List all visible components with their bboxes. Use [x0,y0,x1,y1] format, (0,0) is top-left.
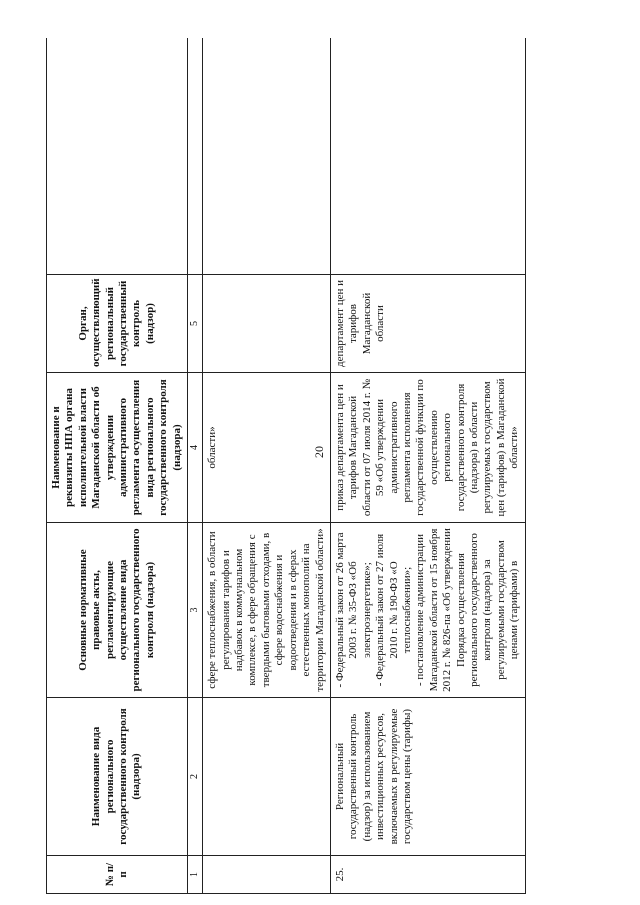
table-wrapper [46,38,626,894]
legal-act-item: - постановление администрации Магаданской области от 15 ноября 2012 г. № 826-па «Об утверждении Порядка осуществления регионального государственного контроля (надзора) за регулируемыми государством ценами (тарифами) в [414,528,521,692]
table-row-25 [330,38,525,894]
regulatory-table [46,38,526,894]
column-number-5: 5 [188,275,203,373]
row-control-type: Региональный государственный контроль (надзор) за использованием инвестиционных ресурсов, включаемых в регулируемые государством цены (тарифы) [330,698,525,856]
row-blank [330,38,525,275]
cont-col1 [203,856,331,894]
cont-blank [203,38,331,275]
cont-authority [203,275,331,373]
column-number-2: 2 [188,698,203,856]
legal-act-item: - Федеральный закон от 27 июля 2010 г. № 190-ФЗ «О теплоснабжении»; [374,533,413,687]
legal-act-item: - Федеральный закон от 26 марта 2003 г. № 35-ФЗ «Об электроэнергетике»; [333,532,373,688]
row-number: 25. [330,856,525,894]
header-regulation: Наименование и реквизиты НПА органа исполнительной власти Магаданской области об утверждении административного регламента осуществления вида регионального государственного контроля (надзора) [47,373,188,523]
column-number-row [188,38,203,894]
page-number: 20 [311,446,326,458]
row-legal-acts [330,523,525,698]
header-row [47,38,188,894]
rotated-table-container [46,38,626,894]
column-number-4: 4 [188,373,203,523]
row-authority: департамент цен и тарифов Магаданской области [330,275,525,373]
cont-legal-acts: сфере теплоснабжения, в области регулирования тарифов и надбавок в коммунальном комплексе, в сфере обращения с твердыми бытовыми отходами, в сфере водоснабжения и водоотведения и в сферах естественных монополий на территории Магаданской области» [203,523,331,698]
header-number: № п/п [47,856,188,894]
cont-regulation: области» [203,373,331,523]
header-blank [47,38,188,275]
column-number-3: 3 [188,523,203,698]
column-number-1: 1 [188,856,203,894]
row-regulation: приказ департамента цен и тарифов Магаданской области от 07 июля 2014 г. № 59 «Об утверждении административного регламента исполнения государственной функции по осуществлению регионального государственного контроля (надзора) в области регулируемых государством цен (тарифов) в Магаданской области» [330,373,525,523]
header-legal-acts: Основные нормативные правовые акты, регламентирующие осуществление вида регионального государственного контроля (надзора) [47,523,188,698]
continuation-row [203,38,331,894]
cont-col2 [203,698,331,856]
column-number-blank [188,38,203,275]
header-control-type: Наименование вида регионального государственного контроля (надзора) [47,698,188,856]
header-authority: Орган, осуществляющий региональный государственный контроль (надзор) [47,275,188,373]
